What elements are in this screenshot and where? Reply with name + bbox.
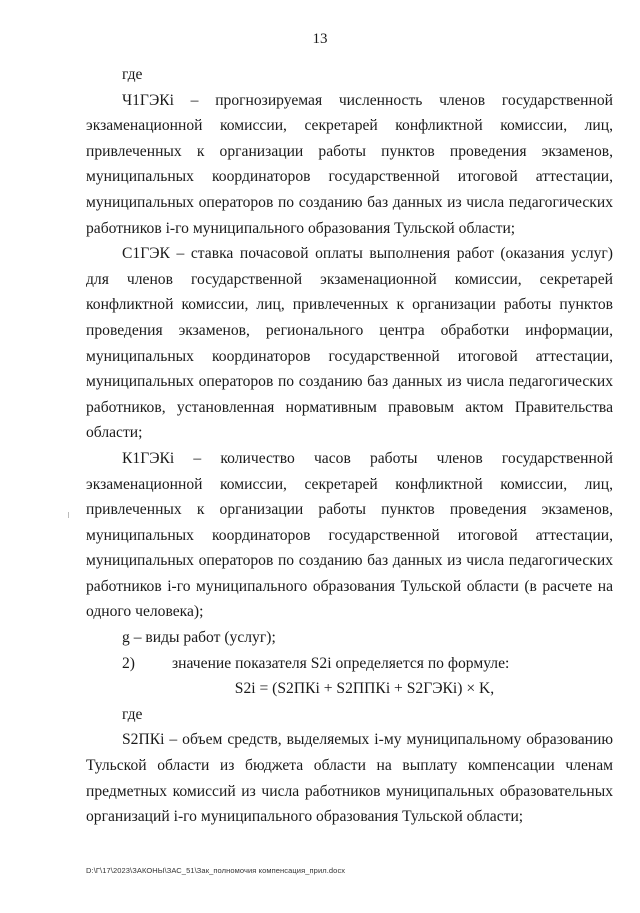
- paragraph-g: g – виды работ (услуг);: [122, 629, 276, 647]
- where-label: где: [122, 66, 143, 83]
- margin-mark: [68, 512, 69, 518]
- paragraph-s1gek: С1ГЭК – ставка почасовой оплаты выполнения работ (оказания услуг) для членов государственной экзаменационной комиссии, секретарей конфликтной комиссии, лиц, привлеченных к организации работы пунктов проведения экзаменов, регионального центра обработки информации, муниципальных координаторов государственной итоговой аттестации, муниципальных операторов по созданию баз данных из числа педагогических работников, установленная нормативным правовым актом Правительства области;: [86, 245, 613, 442]
- paragraph-k1gek: К1ГЭКi – количество часов работы членов государственной экзаменационной комиссии, секретарей конфликтной комиссии, лиц, привлеченных к организации работы пунктов проведения экзаменов, муниципальных координаторов государственной итоговой аттестации, муниципальных операторов по созданию баз данных из числа педагогических работников i-го муниципального образования Тульской области (в расчете на одного человека);: [86, 449, 613, 621]
- paragraph-ch1gek: Ч1ГЭКi – прогнозируемая численность членов государственной экзаменационной комиссии, секретарей конфликтной комиссии, лиц, привлеченных к организации работы пунктов проведения экзаменов, муниципальных координаторов государственной итоговой аттестации, муниципальных операторов по созданию баз данных из числа педагогических работников i-го муниципального образования Тульской области;: [86, 91, 613, 237]
- paragraph-s2pk: S2ПКi – объем средств, выделяемых i-му муниципальному образованию Тульской области из бюджета области на выплату компенсации членам предметных комиссий из числа работников муниципальных образовательных организаций i-го муниципального образования Тульской области;: [86, 731, 613, 826]
- formula-s2: S2i = (S2ПКi + S2ППКi + S2ГЭКi) × K,: [234, 680, 495, 698]
- document-body: [86, 62, 613, 830]
- page-number: 13: [312, 31, 328, 47]
- list-item-2: [86, 651, 613, 677]
- list-item-text: значение показателя S2i определяется по формуле:: [172, 654, 510, 672]
- where-label-2: где: [122, 705, 143, 723]
- list-item-number: 2): [122, 654, 135, 672]
- footer-file-path: D:\Г\17\2023\ЗАКОНЫ\ЗАС_51\Зак_полномочия компенсация_прил.docx: [86, 866, 346, 875]
